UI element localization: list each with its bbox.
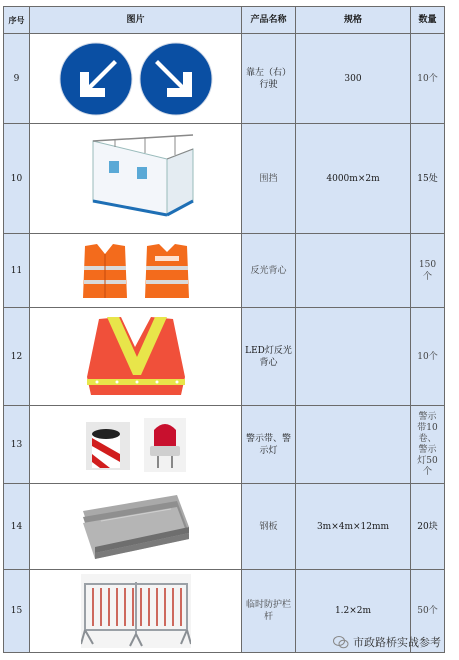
led-vest-icon bbox=[77, 313, 195, 401]
steel-plate-icon bbox=[81, 491, 191, 563]
watermark-text: 市政路桥实战参考 bbox=[353, 636, 441, 649]
table-row bbox=[4, 234, 445, 308]
row-index: 13 bbox=[4, 406, 30, 484]
picture-cell bbox=[30, 570, 242, 653]
spec-value: 4000m×2m bbox=[296, 124, 411, 234]
quantity-value: 15处 bbox=[411, 124, 445, 234]
picture-cell bbox=[30, 234, 242, 308]
guardrail-icon bbox=[81, 574, 191, 648]
header-picture: 图片 bbox=[30, 7, 242, 34]
picture-cell bbox=[30, 484, 242, 570]
spec-value: 300 bbox=[296, 34, 411, 124]
product-name: 反光背心 bbox=[242, 234, 296, 308]
table-row bbox=[4, 124, 445, 234]
spec-value bbox=[296, 406, 411, 484]
watermark bbox=[333, 634, 441, 650]
quantity-value: 警示带10卷、警示灯50个 bbox=[411, 406, 445, 484]
product-name: LED灯反光背心 bbox=[242, 308, 296, 406]
header-spec: 规格 bbox=[296, 7, 411, 34]
row-index: 10 bbox=[4, 124, 30, 234]
row-index: 12 bbox=[4, 308, 30, 406]
table-row bbox=[4, 406, 445, 484]
keep-left-sign-icon bbox=[59, 40, 213, 118]
picture-cell bbox=[30, 406, 242, 484]
hoarding-fence-icon bbox=[75, 131, 197, 227]
quantity-value: 10个 bbox=[411, 34, 445, 124]
picture-cell bbox=[30, 308, 242, 406]
quantity-value: 150个 bbox=[411, 234, 445, 308]
row-index: 11 bbox=[4, 234, 30, 308]
spec-value: 3m×4m×12mm bbox=[296, 484, 411, 570]
header-quantity: 数量 bbox=[411, 7, 445, 34]
header-row bbox=[4, 7, 445, 34]
table-container bbox=[3, 6, 444, 653]
quantity-value: 20块 bbox=[411, 484, 445, 570]
row-index: 14 bbox=[4, 484, 30, 570]
product-name: 钢板 bbox=[242, 484, 296, 570]
product-name: 临时防护栏杆 bbox=[242, 570, 296, 653]
table-row bbox=[4, 484, 445, 570]
reflective-vest-icon bbox=[77, 240, 195, 302]
spec-value bbox=[296, 308, 411, 406]
row-index: 9 bbox=[4, 34, 30, 124]
wechat-icon bbox=[333, 636, 349, 649]
spec-value: 1.2×2m bbox=[296, 570, 411, 653]
picture-cell bbox=[30, 34, 242, 124]
product-name: 围挡 bbox=[242, 124, 296, 234]
warning-tape-and-light-icon bbox=[82, 414, 190, 476]
table-row bbox=[4, 308, 445, 406]
product-table bbox=[3, 6, 445, 653]
header-index: 序号 bbox=[4, 7, 30, 34]
product-name: 警示带、警示灯 bbox=[242, 406, 296, 484]
spec-value bbox=[296, 234, 411, 308]
product-name: 靠左（右）行驶 bbox=[242, 34, 296, 124]
table-row bbox=[4, 34, 445, 124]
quantity-value: 50个 bbox=[411, 570, 445, 653]
picture-cell bbox=[30, 124, 242, 234]
header-product-name: 产品名称 bbox=[242, 7, 296, 34]
quantity-value: 10个 bbox=[411, 308, 445, 406]
row-index: 15 bbox=[4, 570, 30, 653]
